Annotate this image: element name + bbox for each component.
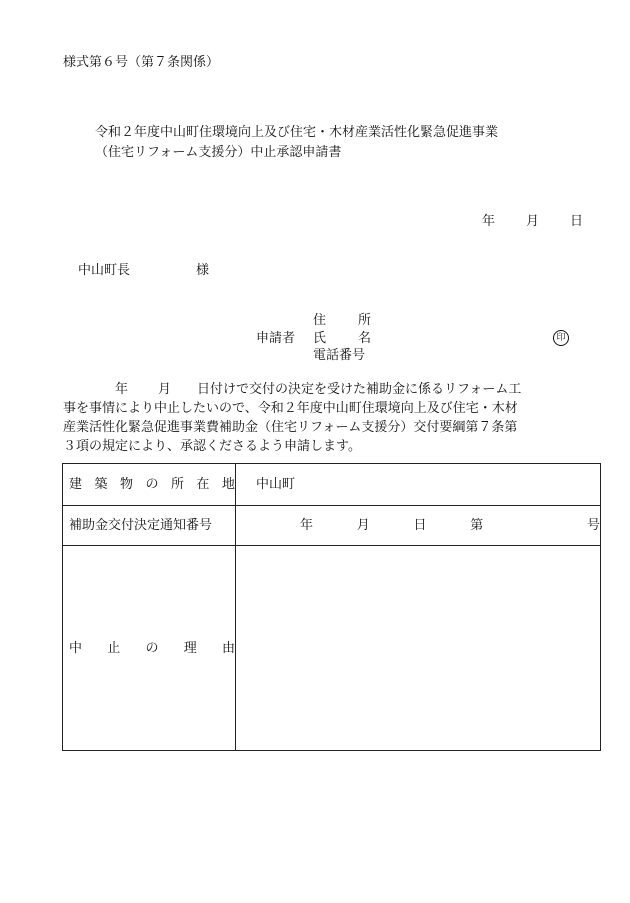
cancellation-reason-row bbox=[63, 546, 601, 751]
recipient-honorific: 様 bbox=[196, 263, 210, 278]
document-title-line1: 令和２年度中山町住環境向上及び住宅・木材産業活性化緊急促進事業 bbox=[95, 125, 499, 140]
document-title-line2: （住宅リフォーム支援分）中止承認申請書 bbox=[95, 145, 342, 160]
seal-mark-icon: 印 bbox=[553, 330, 569, 346]
body-line-2: 事を事情により中止したいので、令和２年度中山町住環境向上及び住宅・木材 bbox=[63, 401, 518, 416]
cancellation-reason-label: 中 止 の 理 由 bbox=[63, 546, 236, 751]
notice-number-label: 補助金交付決定通知番号 bbox=[63, 506, 236, 546]
form-number-label: 様式第６号（第７条関係） bbox=[63, 55, 220, 70]
notice-number-field[interactable]: 年 月 日 第 号 bbox=[236, 506, 601, 546]
applicant-label: 申請者 bbox=[256, 331, 296, 346]
notice-number-row bbox=[63, 506, 601, 546]
cancellation-reason-field[interactable] bbox=[236, 546, 601, 751]
recipient-name: 中山町長 bbox=[78, 263, 131, 278]
body-line-3: 産業活性化緊急促進事業費補助金（住宅リフォーム支援分）交付要綱第７条第 bbox=[63, 420, 518, 435]
name-label: 氏 名 bbox=[313, 331, 371, 346]
date-month-label: 月 bbox=[526, 214, 540, 229]
building-location-label: 建 築 物 の 所 在 地 bbox=[63, 464, 236, 506]
body-line-1: 年 月 日付けで交付の決定を受けた補助金に係るリフォーム工 bbox=[115, 382, 522, 397]
building-location-row bbox=[63, 464, 601, 506]
building-location-field[interactable]: 中山町 bbox=[236, 464, 601, 506]
body-line-4: ３項の規定により、承認くださるよう申請します。 bbox=[63, 439, 361, 454]
application-details-table bbox=[62, 463, 601, 751]
address-label: 住 所 bbox=[313, 313, 371, 328]
date-year-label: 年 bbox=[482, 214, 496, 229]
request-body-text bbox=[63, 380, 583, 456]
date-day-label: 日 bbox=[570, 214, 584, 229]
phone-label: 電話番号 bbox=[313, 348, 366, 363]
